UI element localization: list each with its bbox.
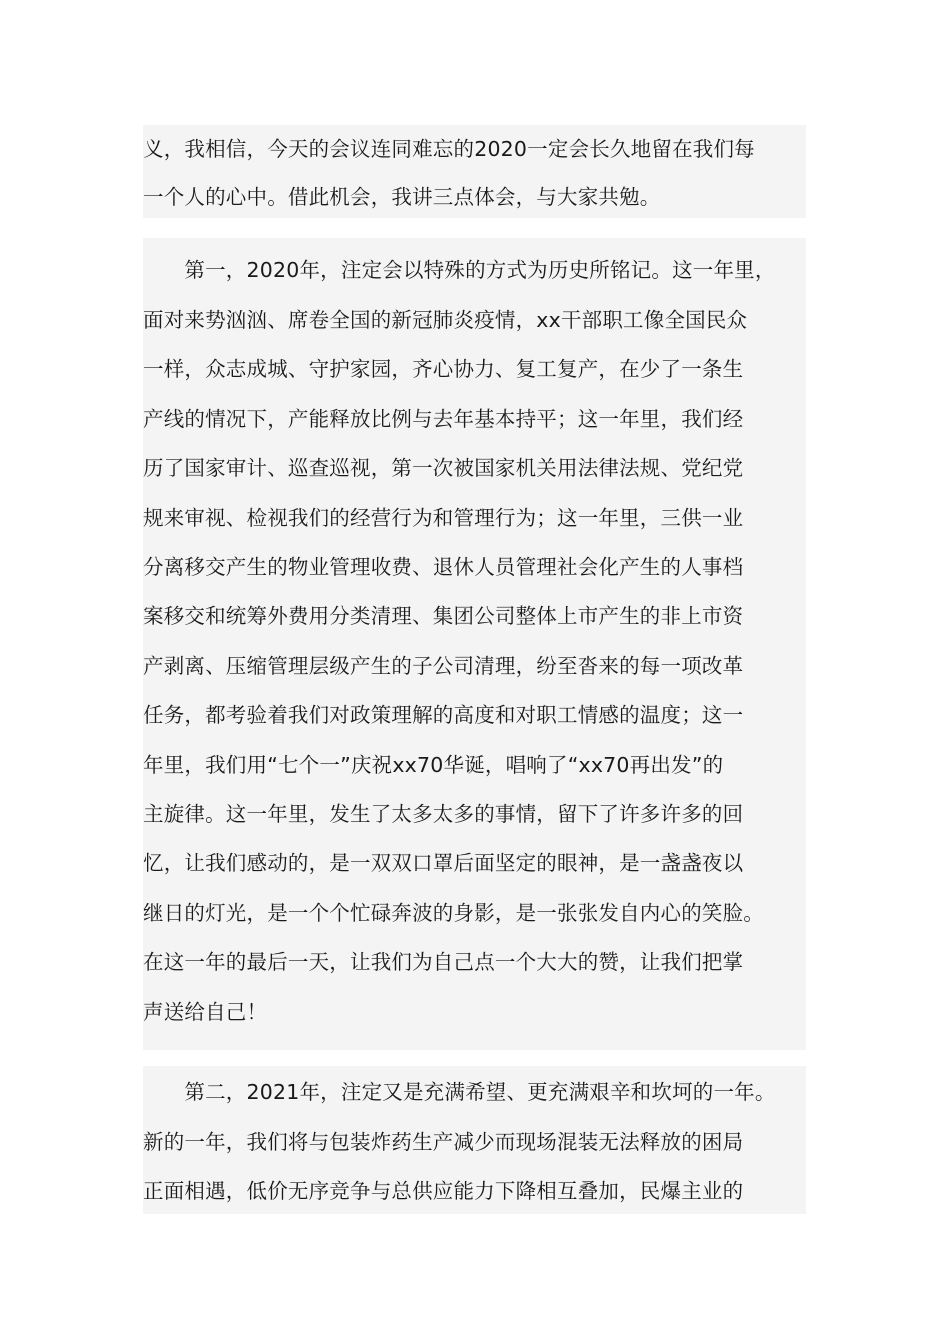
text-line: 产线的情况下，产能释放比例与去年基本持平；这一年里，我们经: [143, 407, 744, 431]
text-line: 面对来势汹汹、席卷全国的新冠肺炎疫情，xx干部职工像全国民众: [143, 308, 748, 332]
text-line: 历了国家审计、巡查巡视，第一次被国家机关用法律法规、党纪党: [143, 456, 744, 480]
paragraph-2: [143, 238, 806, 1050]
text-line: 案移交和统筹外费用分类清理、集团公司整体上市产生的非上市资: [143, 604, 744, 628]
paragraph-1: [143, 125, 806, 218]
text-line: 声送给自己！: [143, 1000, 268, 1024]
text-line: 主旋律。这一年里，发生了太多太多的事情，留下了许多许多的回: [143, 802, 744, 826]
text-line: 一个人的心中。借此机会，我讲三点体会，与大家共勉。: [143, 185, 661, 209]
text-line: 一样，众志成城、守护家园，齐心协力、复工复产，在少了一条生: [143, 357, 744, 381]
text-line: 义，我相信，今天的会议连同难忘的2020一定会长久地留在我们每: [143, 137, 755, 161]
text-line: 规来审视、检视我们的经营行为和管理行为；这一年里，三供一业: [143, 506, 744, 530]
text-line: 分离移交产生的物业管理收费、退休人员管理社会化产生的人事档: [143, 555, 744, 579]
text-line: 任务，都考验着我们对政策理解的高度和对职工情感的温度；这一: [143, 703, 744, 727]
text-line: 年里，我们用“七个一”庆祝xx70华诞，唱响了“xx70再出发”的: [143, 753, 724, 777]
text-line: 在这一年的最后一天，让我们为自己点一个大大的赞，让我们把掌: [143, 950, 744, 974]
text-line: 正面相遇，低价无序竞争与总供应能力下降相互叠加，民爆主业的: [143, 1179, 744, 1203]
paragraph-3: [143, 1066, 806, 1214]
text-line: 继日的灯光，是一个个忙碌奔波的身影，是一张张发自内心的笑脸。: [143, 893, 776, 933]
text-line: 第二，2021年，注定又是充满希望、更充满艰辛和坎坷的一年。: [143, 1072, 788, 1112]
text-line: 新的一年，我们将与包装炸药生产减少而现场混装无法释放的困局: [143, 1130, 744, 1154]
text-line: 第一，2020年，注定会以特殊的方式为历史所铭记。这一年里，: [143, 250, 788, 290]
text-line: 忆，让我们感动的，是一双双口罩后面坚定的眼神，是一盏盏夜以: [143, 851, 744, 875]
text-line: 产剥离、压缩管理层级产生的子公司清理，纷至沓来的每一项改革: [143, 654, 744, 678]
